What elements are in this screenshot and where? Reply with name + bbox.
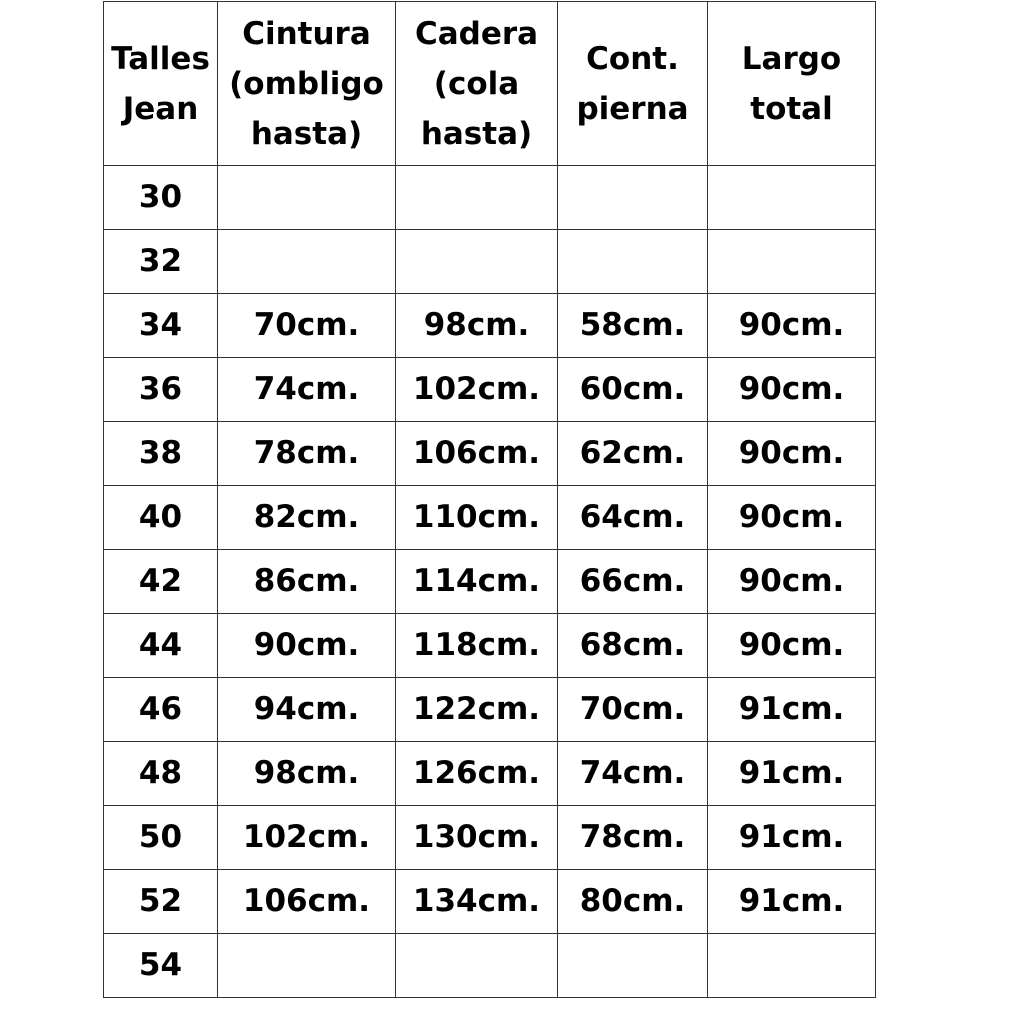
header-line: pierna: [576, 90, 689, 127]
size-cell: 30: [104, 166, 218, 230]
header-line: Cintura: [242, 15, 371, 52]
cintura-cell: 98cm.: [218, 742, 396, 806]
cont-pierna-cell: [558, 934, 708, 998]
size-cell: 42: [104, 550, 218, 614]
cont-pierna-cell: [558, 230, 708, 294]
header-row: [104, 2, 876, 166]
header-line: Talles: [111, 40, 210, 77]
size-cell: 46: [104, 678, 218, 742]
cadera-cell: 134cm.: [396, 870, 558, 934]
header-line: (cola: [433, 65, 520, 102]
size-cell: 48: [104, 742, 218, 806]
largo-total-cell: 91cm.: [708, 806, 876, 870]
cont-pierna-cell: 74cm.: [558, 742, 708, 806]
cintura-cell: [218, 166, 396, 230]
largo-total-cell: 90cm.: [708, 358, 876, 422]
cont-pierna-cell: 62cm.: [558, 422, 708, 486]
size-table: [103, 1, 876, 998]
largo-total-cell: 91cm.: [708, 678, 876, 742]
table-row: [104, 742, 876, 806]
table-row: [104, 550, 876, 614]
cadera-cell: 126cm.: [396, 742, 558, 806]
largo-total-cell: 90cm.: [708, 614, 876, 678]
size-cell: 40: [104, 486, 218, 550]
largo-total-cell: 90cm.: [708, 486, 876, 550]
size-cell: 32: [104, 230, 218, 294]
table-row: [104, 358, 876, 422]
largo-total-cell: 91cm.: [708, 742, 876, 806]
cintura-cell: 90cm.: [218, 614, 396, 678]
largo-total-cell: 91cm.: [708, 870, 876, 934]
table-row: [104, 806, 876, 870]
table-row: [104, 230, 876, 294]
size-cell: 34: [104, 294, 218, 358]
cadera-cell: [396, 230, 558, 294]
cadera-cell: 110cm.: [396, 486, 558, 550]
largo-total-cell: 90cm.: [708, 294, 876, 358]
cont-pierna-cell: [558, 166, 708, 230]
header-line: total: [750, 90, 833, 127]
size-cell: 36: [104, 358, 218, 422]
cont-pierna-cell: 68cm.: [558, 614, 708, 678]
header-line: hasta): [420, 115, 533, 152]
cont-pierna-cell: 60cm.: [558, 358, 708, 422]
header-line: hasta): [250, 115, 363, 152]
cadera-cell: 122cm.: [396, 678, 558, 742]
cintura-cell: 102cm.: [218, 806, 396, 870]
table-row: [104, 934, 876, 998]
cadera-cell: [396, 166, 558, 230]
size-cell: 44: [104, 614, 218, 678]
table-row: [104, 678, 876, 742]
cintura-cell: 106cm.: [218, 870, 396, 934]
cont-pierna-cell: 80cm.: [558, 870, 708, 934]
header-line: Cadera: [414, 15, 539, 52]
cintura-cell: 74cm.: [218, 358, 396, 422]
cont-pierna-cell: 78cm.: [558, 806, 708, 870]
header-line: Largo: [741, 40, 842, 77]
header-line: Jean: [122, 90, 199, 127]
header-largo-total: [708, 2, 876, 166]
cont-pierna-cell: 58cm.: [558, 294, 708, 358]
header-cadera: [396, 2, 558, 166]
header-talles: [104, 2, 218, 166]
header-line: (ombligo: [229, 65, 384, 102]
cont-pierna-cell: 66cm.: [558, 550, 708, 614]
size-cell: 38: [104, 422, 218, 486]
table-row: [104, 422, 876, 486]
cintura-cell: 70cm.: [218, 294, 396, 358]
largo-total-cell: [708, 230, 876, 294]
size-cell: 50: [104, 806, 218, 870]
cont-pierna-cell: 64cm.: [558, 486, 708, 550]
cintura-cell: 82cm.: [218, 486, 396, 550]
cadera-cell: 130cm.: [396, 806, 558, 870]
largo-total-cell: [708, 934, 876, 998]
table-row: [104, 166, 876, 230]
cadera-cell: [396, 934, 558, 998]
table-row: [104, 614, 876, 678]
header-line: Cont.: [586, 40, 679, 77]
table-row: [104, 870, 876, 934]
header-cintura: [218, 2, 396, 166]
cont-pierna-cell: 70cm.: [558, 678, 708, 742]
table-row: [104, 294, 876, 358]
cintura-cell: [218, 230, 396, 294]
largo-total-cell: [708, 166, 876, 230]
cadera-cell: 118cm.: [396, 614, 558, 678]
largo-total-cell: 90cm.: [708, 422, 876, 486]
cadera-cell: 102cm.: [396, 358, 558, 422]
header-cont-pierna: [558, 2, 708, 166]
cintura-cell: 86cm.: [218, 550, 396, 614]
size-cell: 54: [104, 934, 218, 998]
cadera-cell: 106cm.: [396, 422, 558, 486]
cintura-cell: 78cm.: [218, 422, 396, 486]
cadera-cell: 114cm.: [396, 550, 558, 614]
size-cell: 52: [104, 870, 218, 934]
largo-total-cell: 90cm.: [708, 550, 876, 614]
table-row: [104, 486, 876, 550]
cadera-cell: 98cm.: [396, 294, 558, 358]
cintura-cell: 94cm.: [218, 678, 396, 742]
cintura-cell: [218, 934, 396, 998]
